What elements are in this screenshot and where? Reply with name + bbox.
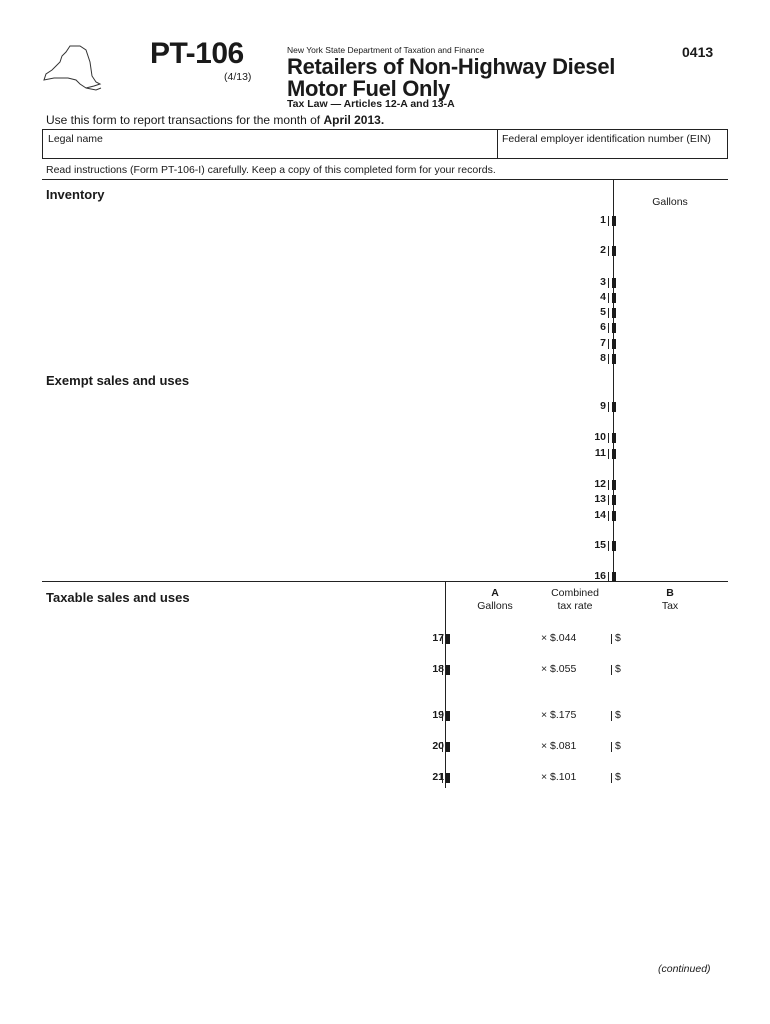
box-divider xyxy=(608,339,609,349)
box-marker xyxy=(612,511,616,521)
box-divider xyxy=(608,216,609,226)
taxable-line-input[interactable] xyxy=(454,663,554,676)
box-marker xyxy=(612,449,616,459)
box-marker xyxy=(446,742,450,752)
exempt-heading: Exempt sales and uses xyxy=(46,373,190,388)
box-divider xyxy=(608,433,609,443)
inventory-heading: Inventory xyxy=(46,187,105,202)
ein-label: Federal employer identification number (EIN) xyxy=(502,133,711,145)
section-top-rule xyxy=(42,179,728,180)
rate-divider xyxy=(611,742,612,752)
box-marker xyxy=(612,308,616,318)
inventory-line-number: 5 xyxy=(600,306,606,318)
tax-rate: × $.055 xyxy=(541,663,577,675)
inventory-line-input[interactable] xyxy=(620,337,720,350)
rate-divider xyxy=(611,665,612,675)
box-marker xyxy=(612,433,616,443)
box-divider xyxy=(608,402,609,412)
tax-amount-input[interactable] xyxy=(625,771,720,784)
box-divider xyxy=(608,449,609,459)
gallons-column-header: Gallons xyxy=(652,196,688,208)
legal-name-field[interactable] xyxy=(50,145,490,157)
box-divider xyxy=(442,665,443,675)
taxable-line-number: 19 xyxy=(432,709,444,721)
box-marker xyxy=(446,665,450,675)
exempt-line-number: 9 xyxy=(600,400,606,412)
box-divider xyxy=(608,246,609,256)
column-b-label: Tax xyxy=(661,600,679,612)
taxable-line-input[interactable] xyxy=(454,632,554,645)
taxable-line-number: 20 xyxy=(432,740,444,752)
tax-rate: × $.081 xyxy=(541,740,577,752)
inventory-line-number: 2 xyxy=(600,244,606,256)
box-divider xyxy=(608,354,609,364)
tax-amount-input[interactable] xyxy=(625,632,720,645)
form-revision: (4/13) xyxy=(224,71,252,83)
taxable-heading: Taxable sales and uses xyxy=(46,590,190,605)
rate-divider xyxy=(611,773,612,783)
exempt-line-number: 11 xyxy=(594,447,606,459)
form-title-line2: Motor Fuel Only xyxy=(287,76,450,101)
tax-rate: × $.101 xyxy=(541,771,577,783)
box-marker xyxy=(612,278,616,288)
continued-note: (continued) xyxy=(658,963,711,975)
box-marker xyxy=(446,773,450,783)
exempt-line-number: 10 xyxy=(594,431,606,443)
exempt-line-number: 13 xyxy=(594,493,606,505)
reporting-month: April 2013. xyxy=(323,113,385,127)
box-divider xyxy=(442,742,443,752)
form-code: 0413 xyxy=(682,44,714,60)
legal-name-label: Legal name xyxy=(48,133,103,145)
exempt-line-input[interactable] xyxy=(620,447,720,460)
dollar-sign: $ xyxy=(615,771,621,783)
form-title-line1: Retailers of Non-Highway Diesel xyxy=(287,54,616,79)
taxable-top-rule xyxy=(42,581,728,582)
tax-amount-input[interactable] xyxy=(625,663,720,676)
box-marker xyxy=(612,323,616,333)
inventory-line-input[interactable] xyxy=(620,352,720,365)
exempt-line-input[interactable] xyxy=(620,400,720,413)
use-form-text: Use this form to report transactions for the month of xyxy=(46,113,324,127)
box-marker xyxy=(612,293,616,303)
box-divider xyxy=(608,308,609,318)
dollar-sign: $ xyxy=(615,632,621,644)
box-marker xyxy=(612,216,616,226)
box-divider xyxy=(608,323,609,333)
dollar-sign: $ xyxy=(615,740,621,752)
name-box-top-rule xyxy=(42,129,728,130)
box-divider xyxy=(442,634,443,644)
inventory-line-number: 8 xyxy=(600,352,606,364)
gallons-a-column-left-rule xyxy=(445,582,446,788)
department-name: New York State Department of Taxation and Finance xyxy=(287,45,485,55)
box-marker xyxy=(446,711,450,721)
box-marker xyxy=(612,246,616,256)
box-marker xyxy=(612,339,616,349)
rate-divider xyxy=(611,634,612,644)
read-instructions-note: Read instructions (Form PT-106-I) carefully. Keep a copy of this completed form for your records. xyxy=(46,164,496,176)
box-marker xyxy=(612,480,616,490)
taxable-line-number: 21 xyxy=(432,771,444,783)
inventory-line-number: 4 xyxy=(600,291,606,303)
dollar-sign: $ xyxy=(615,663,621,675)
exempt-line-input[interactable] xyxy=(620,478,720,491)
name-ein-divider xyxy=(497,129,498,159)
box-divider xyxy=(608,480,609,490)
ein-field[interactable] xyxy=(504,145,722,157)
inventory-line-input[interactable] xyxy=(620,276,720,289)
taxable-line-number: 17 xyxy=(432,632,444,644)
inventory-line-number: 6 xyxy=(600,321,606,333)
name-box-right-rule xyxy=(727,129,728,159)
taxable-line-input[interactable] xyxy=(454,709,554,722)
exempt-line-number: 14 xyxy=(594,509,606,521)
exempt-line-number: 12 xyxy=(594,478,606,490)
inventory-line-input[interactable] xyxy=(620,291,720,304)
inventory-line-input[interactable] xyxy=(620,214,720,227)
dollar-sign: $ xyxy=(615,709,621,721)
exempt-line-number: 15 xyxy=(594,539,606,551)
rate-column-label-line1: Combined xyxy=(551,587,599,599)
box-marker xyxy=(446,634,450,644)
box-marker xyxy=(612,495,616,505)
tax-amount-input[interactable] xyxy=(625,740,720,753)
taxable-line-input[interactable] xyxy=(454,771,554,784)
box-marker xyxy=(612,402,616,412)
exempt-line-input[interactable] xyxy=(620,539,720,552)
name-box-left-rule xyxy=(42,129,43,159)
inventory-line-number: 1 xyxy=(600,214,606,226)
new-york-state-outline-icon xyxy=(40,44,102,94)
rate-column-label-line2: tax rate xyxy=(557,600,593,612)
use-form-instruction xyxy=(46,113,384,127)
tax-law-reference: Tax Law — Articles 12-A and 13-A xyxy=(287,98,455,110)
column-b-letter: B xyxy=(666,587,674,599)
box-divider xyxy=(608,278,609,288)
exempt-line-input[interactable] xyxy=(620,431,720,444)
rate-divider xyxy=(611,711,612,721)
inventory-line-input[interactable] xyxy=(620,244,720,257)
box-divider xyxy=(442,711,443,721)
box-divider xyxy=(608,495,609,505)
form-number: PT-106 xyxy=(150,37,244,70)
column-a-label: Gallons xyxy=(477,600,513,612)
tax-rate: × $.175 xyxy=(541,709,577,721)
inventory-line-number: 3 xyxy=(600,276,606,288)
exempt-line-input[interactable] xyxy=(620,493,720,506)
taxable-line-number: 18 xyxy=(432,663,444,675)
box-marker xyxy=(612,541,616,551)
inventory-line-number: 7 xyxy=(600,337,606,349)
exempt-line-number: 16 xyxy=(594,570,606,582)
inventory-line-input[interactable] xyxy=(620,321,720,334)
tax-amount-input[interactable] xyxy=(625,709,720,722)
box-divider xyxy=(608,541,609,551)
exempt-line-input[interactable] xyxy=(620,509,720,522)
tax-rate: × $.044 xyxy=(541,632,577,644)
box-divider xyxy=(608,511,609,521)
name-box-bottom-rule xyxy=(42,158,728,159)
box-divider xyxy=(608,293,609,303)
box-divider xyxy=(442,773,443,783)
taxable-line-input[interactable] xyxy=(454,740,554,753)
form-title xyxy=(287,56,615,100)
column-a-letter: A xyxy=(491,587,499,599)
box-marker xyxy=(612,354,616,364)
inventory-line-input[interactable] xyxy=(620,306,720,319)
